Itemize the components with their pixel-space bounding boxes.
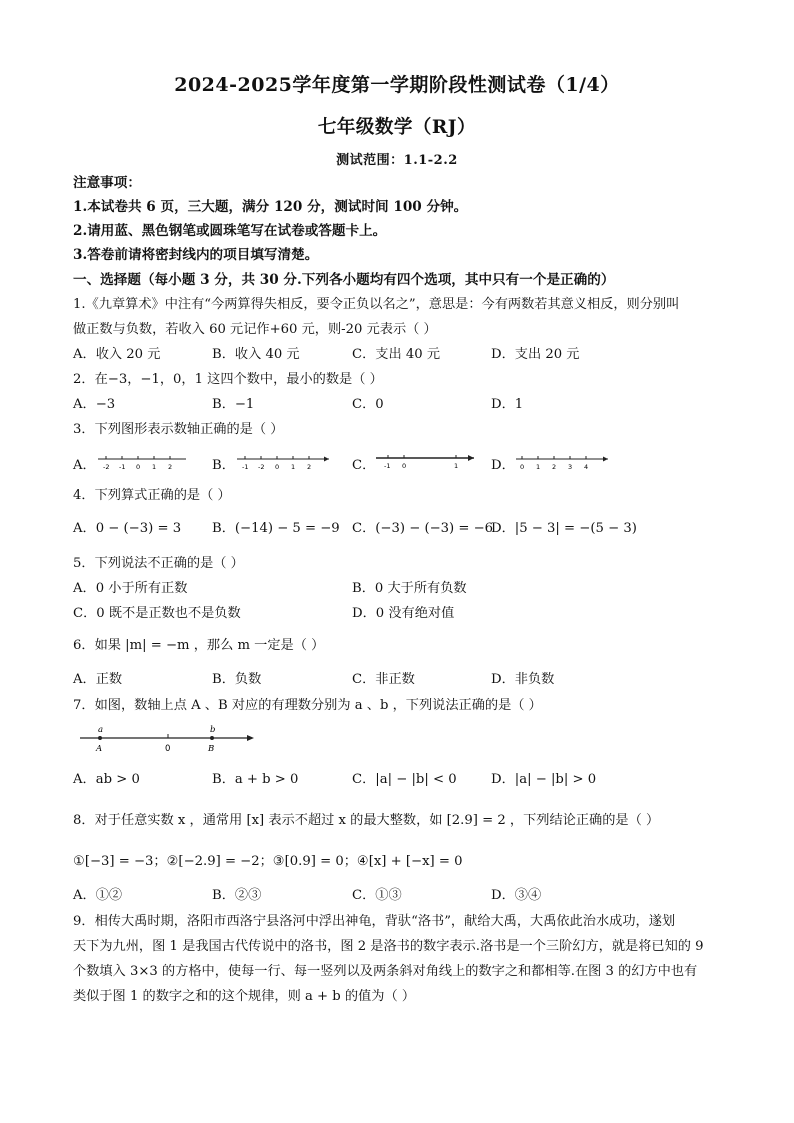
axis-d-tick-1: 0: [520, 463, 525, 471]
q6-option-c: C．非正数: [352, 672, 415, 687]
q3-stem: 3．下列图形表示数轴正确的是（ ）: [73, 422, 284, 437]
q1-option-d: D．支出 20 元: [491, 347, 580, 362]
q9-stem-line-4: 类似于图 1 的数字之和的这个规律，则 a + b 的值为（ ）: [73, 989, 416, 1004]
q7-option-c: C．|a| − |b| < 0: [352, 772, 457, 787]
q2-stem: 2．在−3，−1，0，1 这四个数中，最小的数是（ ）: [73, 372, 383, 387]
point-a-label: A: [96, 744, 103, 754]
axis-b-tick-4: 1: [291, 463, 296, 471]
q6-stem: 6．如果 |m| = −m ，那么 m 一定是（ ）: [73, 638, 325, 653]
q3-axis-d: [514, 454, 610, 474]
q3-option-b: B．: [212, 458, 235, 473]
q2-option-c: C．0: [352, 397, 384, 412]
q8-option-d: D．③④: [491, 888, 542, 903]
origin-label: 0: [165, 744, 171, 754]
axis-a-tick-3: 0: [136, 463, 141, 471]
axis-b-tick-5: 2: [307, 463, 312, 471]
axis-d-tick-2: 1: [536, 463, 541, 471]
axis-a-tick-2: -1: [119, 463, 126, 471]
q1-option-c: C．支出 40 元: [352, 347, 441, 362]
note-item-1: 1.本试卷共 6 页，三大题，满分 120 分，测试时间 100 分钟。: [73, 199, 468, 215]
q5-option-d: D．0 没有绝对值: [352, 606, 455, 621]
q6-option-a: A．正数: [73, 672, 123, 687]
q4-option-c: C．(−3) − (−3) = −6: [352, 521, 494, 536]
q7-number-line-figure: [78, 722, 258, 756]
point-a-value-label: a: [98, 725, 104, 735]
q8-option-c: C．①③: [352, 888, 402, 903]
axis-c-tick-3: 1: [454, 462, 459, 470]
q7-option-a: A．ab > 0: [73, 772, 140, 787]
point-b-label: B: [208, 744, 215, 754]
q3-axis-b: [235, 454, 331, 474]
q2-option-b: B．−1: [212, 397, 255, 412]
q8-option-b: B．②③: [212, 888, 262, 903]
axis-d-tick-5: 4: [584, 463, 589, 471]
axis-b-tick-1: -1: [242, 463, 249, 471]
q4-option-b: B．(−14) − 5 = −9: [212, 521, 340, 536]
q6-option-d: D．非负数: [491, 672, 555, 687]
exam-subtitle: 七年级数学（RJ）: [317, 117, 477, 138]
q3-option-d: D．: [491, 458, 515, 473]
q2-option-a: A．−3: [73, 397, 116, 412]
exam-range: 测试范围：1.1-2.2: [336, 153, 458, 168]
q7-stem: 7．如图，数轴上点 A 、B 对应的有理数分别为 a 、b ，下列说法正确的是（ ）: [73, 698, 542, 713]
q3-axis-a: [96, 454, 188, 474]
q1-option-b: B．收入 40 元: [212, 347, 300, 362]
q3-option-c: C．: [352, 458, 376, 473]
notes-heading: 注意事项：: [73, 175, 141, 191]
axis-c-tick-1: -1: [384, 462, 391, 470]
q5-option-b: B．0 大于所有负数: [352, 581, 467, 596]
q9-stem-line-3: 个数填入 3×3 的方格中，使每一行、每一竖列以及两条斜对角线上的数字之和都相等.在图 3 的幻方中也有: [73, 964, 698, 979]
note-item-3: 3.答卷前请将密封线内的项目填写清楚。: [73, 247, 319, 263]
q2-option-d: D．1: [491, 397, 524, 412]
exam-title: 2024-2025学年度第一学期阶段性测试卷（1/4）: [174, 74, 620, 96]
q8-option-a: A．①②: [73, 888, 123, 903]
q4-option-d: D．|5 − 3| = −(5 − 3): [491, 521, 637, 536]
q9-stem-line-1: 9．相传大禹时期，洛阳市西洛宁县洛河中浮出神龟，背驮“洛书”，献给大禹，大禹依此治水成功，遂划: [73, 914, 676, 929]
axis-a-tick-5: 2: [168, 463, 173, 471]
axis-b-tick-2: -2: [258, 463, 265, 471]
q1-option-a: A．收入 20 元: [73, 347, 161, 362]
axis-a-tick-1: -2: [103, 463, 110, 471]
q8-stem: 8．对于任意实数 x ，通常用 [x] 表示不超过 x 的最大整数，如 [2.9] = 2 ，下列结论正确的是（ ）: [73, 813, 660, 828]
section-1-heading: 一、选择题（每小题 3 分，共 30 分.下列各小题均有四个选项，其中只有一个是正确的）: [73, 272, 615, 288]
q3-option-a: A．: [73, 458, 96, 473]
q1-stem-line-1: 1.《九章算术》中注有“今两算得失相反，要令正负以名之”，意思是：今有两数若其意义相反，则分别叫: [73, 297, 680, 312]
q1-stem-line-2: 做正数与负数，若收入 60 元记作+60 元，则-20 元表示（ ）: [73, 322, 437, 337]
q8-statements: ①[−3] = −3；②[−2.9] = −2；③[0.9] = 0；④[x] + [−x] = 0: [73, 854, 463, 869]
note-item-2: 2.请用蓝、黑色钢笔或圆珠笔写在试卷或答题卡上。: [73, 223, 387, 239]
q5-stem: 5．下列说法不正确的是（ ）: [73, 556, 244, 571]
axis-d-tick-3: 2: [552, 463, 557, 471]
q6-option-b: B．负数: [212, 672, 262, 687]
q7-option-d: D．|a| − |b| > 0: [491, 772, 597, 787]
q3-axis-c: [374, 453, 476, 473]
q7-option-b: B．a + b > 0: [212, 772, 299, 787]
axis-c-tick-2: 0: [402, 462, 407, 470]
q9-stem-line-2: 天下为九州，图 1 是我国古代传说中的洛书，图 2 是洛书的数字表示.洛书是一个三阶幻方，就是将已知的 9: [73, 939, 704, 954]
q5-option-a: A．0 小于所有正数: [73, 581, 188, 596]
q4-option-a: A．0 − (−3) = 3: [73, 521, 182, 536]
point-b-value-label: b: [210, 725, 216, 735]
axis-a-tick-4: 1: [152, 463, 157, 471]
axis-d-tick-4: 3: [568, 463, 573, 471]
q5-option-c: C．0 既不是正数也不是负数: [73, 606, 241, 621]
axis-b-tick-3: 0: [275, 463, 280, 471]
q4-stem: 4．下列算式正确的是（ ）: [73, 488, 231, 503]
